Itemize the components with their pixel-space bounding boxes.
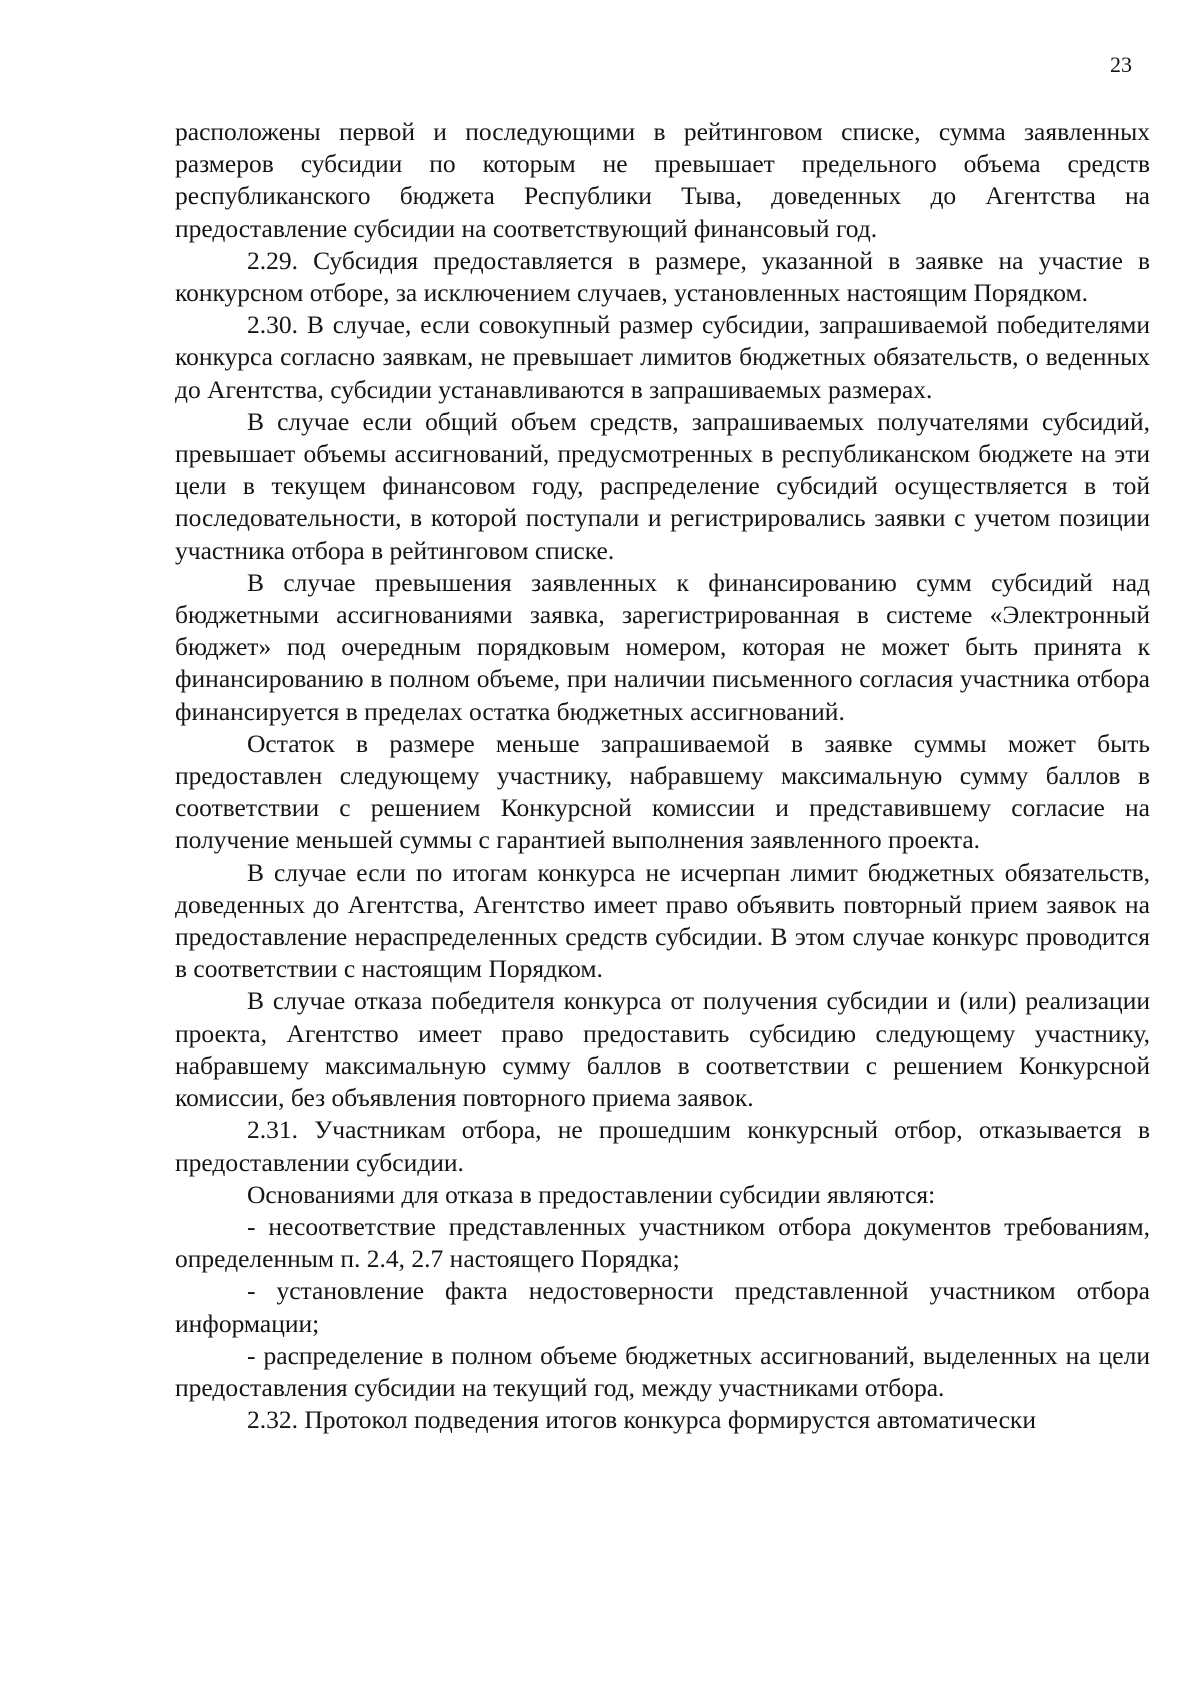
paragraph-refusal-grounds: Основаниями для отказа в предоставлении субсидии являются: <box>247 1179 936 1209</box>
list-item-full-distribution: - распределение в полном объеме бюджетных ассигнований, выделенных на цели предоставления субсидии на текущий год, между участниками отбора. <box>175 1340 1150 1402</box>
paragraph-limit-not-exhausted: В случае если по итогам конкурса не исчерпан лимит бюджетных обязательств, доведенных до Агентства, Агентство имеет право объявить повторный прием заявок на предоставление нераспределенных средств субсидии. В этом случае конкурс проводится в соответствии с настоящим Порядком. <box>175 857 1150 984</box>
list-item-noncompliance: - несоответствие представленных участником отбора документов требованиям, определенным п. 2.4, 2.7 настоящего Порядка; <box>175 1211 1150 1274</box>
paragraph-2-29: 2.29. Субсидия предоставляется в размере, указанной в заявке на участие в конкурсном отборе, за исключением случаев, установленных настоящим Порядком. <box>175 245 1150 308</box>
paragraph-excess-volume: В случае если общий объем средств, запрашиваемых получателями субсидий, превышает объемы ассигнований, предусмотренных в республиканском бюджете на эти цели в текущем финансовом году, распределение субсидий осуществляется в той последовательности, в которой поступали и регистрировались заявки с учетом позиции участника отбора в рейтинговом списке. <box>175 406 1150 565</box>
paragraph-2-31: 2.31. Участникам отбора, не прошедшим конкурсный отбор, отказывается в предоставлении субсидии. <box>175 1115 1150 1177</box>
paragraph-2-30: 2.30. В случае, если совокупный размер субсидии, запрашиваемой победителями конкурса согласно заявкам, не превышает лимитов бюджетных обязательств, о веденных до Агентства, субсидии устанавливаются в запрашиваемых размерах. <box>175 310 1150 404</box>
list-item-unreliable-info: - установление факта недостоверности представленной участником отбора информации; <box>175 1276 1150 1338</box>
document-body <box>175 116 1150 1436</box>
paragraph-continuation: расположены первой и последующими в рейтинговом списке, сумма заявленных размеров субсидии по которым не превышает предельного объема средств республиканского бюджета Республики Тыва, доведенных до Агентства на предоставление субсидии на соответствующий финансовый год. <box>175 117 1150 243</box>
paragraph-2-32: 2.32. Протокол подведения итогов конкурса формирустся автоматически <box>247 1405 1036 1435</box>
paragraph-winner-refusal: В случае отказа победителя конкурса от получения субсидии и (или) реализации проекта, Агентство имеет право предоставить субсидию следующему участнику, набравшему максимальную сумму баллов в соответствии с решением Конкурсной комиссии, без объявления повторного приема заявок. <box>175 986 1150 1113</box>
page-number: 23 <box>1110 52 1132 77</box>
paragraph-remainder: Остаток в размере меньше запрашиваемой в заявке суммы может быть предоставлен следующему участнику, набравшему максимальную сумму баллов в соответствии с решением Конкурсной комиссии и представившему согласие на получение меньшей суммы с гарантией выполнения заявленного проекта. <box>175 728 1150 855</box>
paragraph-excess-sums: В случае превышения заявленных к финансированию сумм субсидий над бюджетными ассигнованиями заявка, зарегистрированная в системе «Электронный бюджет» под очередным порядковым номером, которая не может быть принята к финансированию в полном объеме, при наличии письменного согласия участника отбора финансируется в пределах остатка бюджетных ассигнований. <box>175 567 1150 726</box>
